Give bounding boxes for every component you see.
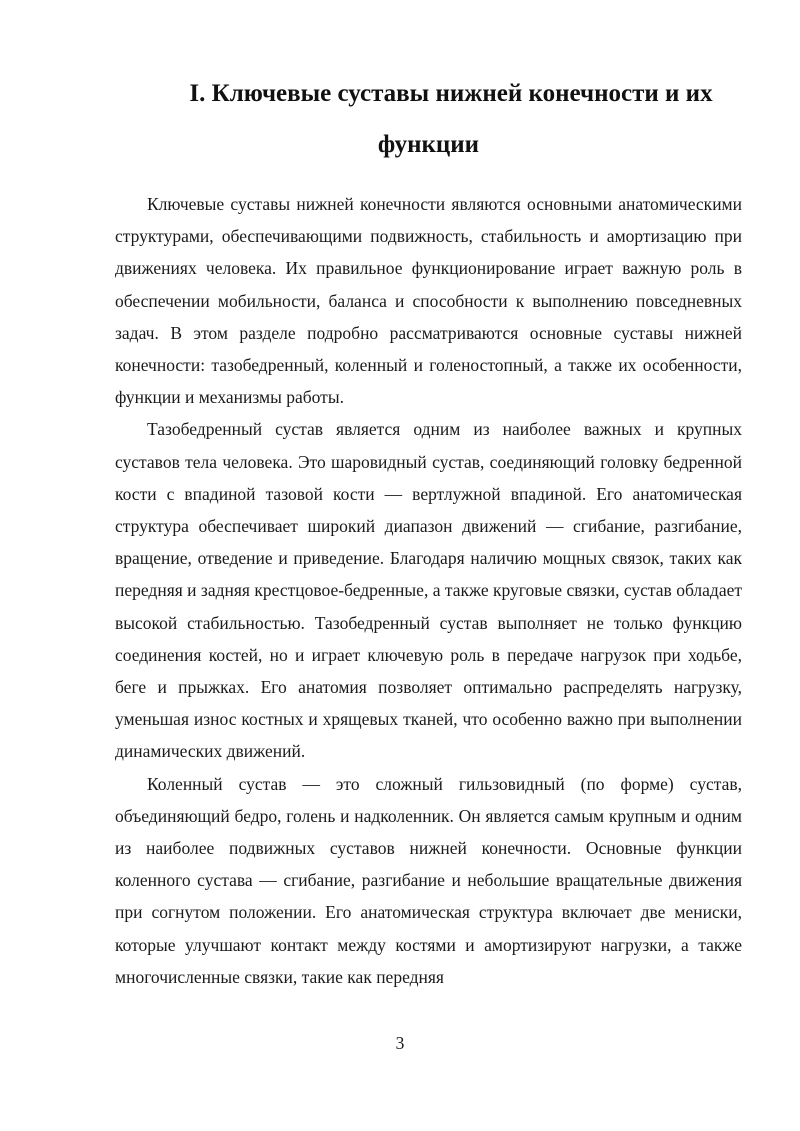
paragraph-intro: Ключевые суставы нижней конечности являются основными анатомическими структурами, обеспечивающими подвижность, стабильность и амортизацию при движениях человека. Их правильное функционирование играет важную роль в обеспечении мобильности, баланса и способности к выполнению повседневных задач. В этом разделе подробно рассматриваются основные суставы нижней конечности: тазобедренный, коленный и голеностопный, а также их особенности, функции и механизмы работы. <box>115 194 742 408</box>
page-number: 3 <box>395 1033 405 1053</box>
section-heading: I. Ключевые суставы нижней конечности и их функции <box>189 80 713 158</box>
paragraph-hip-joint: Тазобедренный сустав является одним из наиболее важных и крупных суставов тела человека. Это шаровидный сустав, соединяющий головку бедренной кости с впадиной тазовой кости — вертлужной впадиной. Его анатомическая структура обеспечивает широкий диапазон движений — сгибание, разгибание, вращение, отведение и приведение. Благодаря наличию мощных связок, таких как передняя и задняя крестцовое-бедренные, а также круговые связки, сустав обладает высокой стабильностью. Тазобедренный сустав выполняет не только функцию соединения костей, но и играет ключевую роль в передаче нагрузок при ходьбе, беге и прыжках. Его анатомия позволяет оптимально распределять нагрузку, уменьшая износ костных и хрящевых тканей, что особенно важно при выполнении динамических движений. <box>115 419 742 762</box>
paragraph-knee-joint: Коленный сустав — это сложный гильзовидный (по форме) сустав, объединяющий бедро, голень и надколенник. Он является самым крупным и одним из наиболее подвижных суставов нижней конечности. Основные функции коленного сустава — сгибание, разгибание и небольшие вращательные движения при согнутом положении. Его анатомическая структура включает две мениски, которые улучшают контакт между костями и амортизируют нагрузки, а также многочисленные связки, такие как передняя <box>115 773 742 987</box>
section-body <box>115 188 742 993</box>
